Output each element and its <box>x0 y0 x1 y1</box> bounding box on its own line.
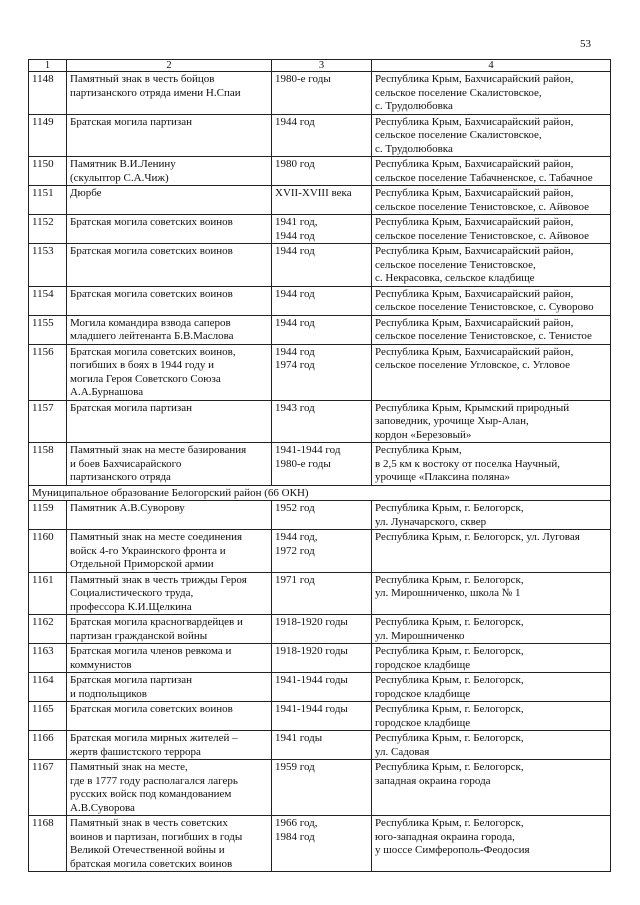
table-row <box>29 644 611 673</box>
row-number: 1161 <box>29 572 67 615</box>
table-body-belogorsk <box>29 501 611 872</box>
row-number: 1158 <box>29 443 67 486</box>
row-number: 1154 <box>29 286 67 315</box>
row-number: 1167 <box>29 760 67 816</box>
column-header: 2 <box>67 60 272 72</box>
monument-date: 1941-1944 годы <box>272 673 372 702</box>
table-row <box>29 816 611 872</box>
column-header: 1 <box>29 60 67 72</box>
monument-location: Республика Крым, г. Белогорск, городское кладбище <box>372 644 611 673</box>
monument-location: Республика Крым, г. Белогорск, западная окраина города <box>372 760 611 816</box>
monument-name: Памятный знак на месте базирования и боев Бахчисарайского партизанского отряда <box>67 443 272 486</box>
monument-location: Республика Крым, г. Белогорск, юго-западная окраина города, у шоссе Симферополь-Феодосия <box>372 816 611 872</box>
monument-name: Памятный знак на месте соединения войск 4-го Украинского фронта и Отдельной Приморской армии <box>67 530 272 573</box>
table-row <box>29 315 611 344</box>
row-number: 1156 <box>29 344 67 400</box>
page-number: 53 <box>580 38 591 50</box>
monument-date: 1944 год <box>272 286 372 315</box>
monument-name: Братская могила членов ревкома и коммунистов <box>67 644 272 673</box>
section-row <box>29 485 611 501</box>
monument-name: Памятный знак в честь трижды Героя Социалистического труда, профессора К.И.Щелкина <box>67 572 272 615</box>
monument-date: 1918-1920 годы <box>272 644 372 673</box>
monument-name: Братская могила советских воинов <box>67 244 272 287</box>
monument-date: 1944 год <box>272 244 372 287</box>
section-title: Муниципальное образование Белогорский район (66 ОКН) <box>29 485 611 501</box>
monument-location: Республика Крым, г. Белогорск, ул. Мирошниченко <box>372 615 611 644</box>
monument-location: Республика Крым, г. Белогорск, городское кладбище <box>372 702 611 731</box>
table-row <box>29 443 611 486</box>
table-body-bakhchisaray <box>29 72 611 486</box>
monument-date: 1941 годы <box>272 731 372 760</box>
monument-name: Братская могила советских воинов <box>67 702 272 731</box>
table-row <box>29 186 611 215</box>
monument-date: 1941 год, 1944 год <box>272 215 372 244</box>
monument-name: Памятник А.В.Суворову <box>67 501 272 530</box>
monument-location: Республика Крым, Бахчисарайский район, сельское поселение Тенистовское, с. Айвовое <box>372 215 611 244</box>
monument-name: Братская могила красногвардейцев и партизан гражданской войны <box>67 615 272 644</box>
monument-name: Памятный знак в честь советских воинов и партизан, погибших в годы Великой Отечественной войны и братская могила советских воинов <box>67 816 272 872</box>
row-number: 1160 <box>29 530 67 573</box>
row-number: 1166 <box>29 731 67 760</box>
monument-date: 1944 год 1974 год <box>272 344 372 400</box>
column-header: 3 <box>272 60 372 72</box>
monument-date: 1980 год <box>272 157 372 186</box>
monument-location: Республика Крым, Бахчисарайский район, сельское поселение Угловское, с. Угловое <box>372 344 611 400</box>
row-number: 1164 <box>29 673 67 702</box>
monument-location: Республика Крым, г. Белогорск, ул. Луговая <box>372 530 611 573</box>
monument-name: Братская могила советских воинов <box>67 286 272 315</box>
table-row <box>29 731 611 760</box>
monument-name: Могила командира взвода саперов младшего лейтенанта Б.В.Маслова <box>67 315 272 344</box>
monument-name: Братская могила мирных жителей – жертв фашистского террора <box>67 731 272 760</box>
row-number: 1157 <box>29 400 67 443</box>
monument-date: 1959 год <box>272 760 372 816</box>
row-number: 1165 <box>29 702 67 731</box>
table-row <box>29 344 611 400</box>
row-number: 1149 <box>29 114 67 157</box>
table-row <box>29 215 611 244</box>
monument-date: 1980-е годы <box>272 72 372 115</box>
monument-location: Республика Крым, в 2,5 км к востоку от поселка Научный, урочище «Плаксина поляна» <box>372 443 611 486</box>
row-number: 1148 <box>29 72 67 115</box>
monument-location: Республика Крым, Крымский природный заповедник, урочище Хыр-Алан, кордон «Березовый» <box>372 400 611 443</box>
monument-name: Памятный знак в честь бойцов партизанского отряда имени Н.Спаи <box>67 72 272 115</box>
monument-date: 1943 год <box>272 400 372 443</box>
table-row <box>29 673 611 702</box>
monument-name: Братская могила советских воинов <box>67 215 272 244</box>
table-row <box>29 157 611 186</box>
monument-location: Республика Крым, г. Белогорск, ул. Луначарского, сквер <box>372 501 611 530</box>
monument-name: Памятник В.И.Ленину (скульптор С.А.Чиж) <box>67 157 272 186</box>
monument-name: Братская могила советских воинов, погибших в боях в 1944 году и могила Героя Советского Союза А.А.Бурнашова <box>67 344 272 400</box>
table-row <box>29 114 611 157</box>
table-row <box>29 286 611 315</box>
monument-location: Республика Крым, Бахчисарайский район, сельское поселение Тенистовское, с. Суворово <box>372 286 611 315</box>
row-number: 1162 <box>29 615 67 644</box>
row-number: 1152 <box>29 215 67 244</box>
monument-date: 1971 год <box>272 572 372 615</box>
monument-location: Республика Крым, Бахчисарайский район, сельское поселение Тенистовское, с. Айвовое <box>372 186 611 215</box>
table-row <box>29 244 611 287</box>
row-number: 1163 <box>29 644 67 673</box>
row-number: 1159 <box>29 501 67 530</box>
table-row <box>29 501 611 530</box>
monument-location: Республика Крым, Бахчисарайский район, сельское поселение Тенистовское, с. Тенистое <box>372 315 611 344</box>
monument-date: 1941-1944 год 1980-е годы <box>272 443 372 486</box>
monument-name: Памятный знак на месте, где в 1777 году располагался лагерь русских войск под командованием А.В.Суворова <box>67 760 272 816</box>
monument-name: Братская могила партизан и подпольщиков <box>67 673 272 702</box>
monument-date: 1918-1920 годы <box>272 615 372 644</box>
monuments-table <box>28 59 611 872</box>
table-row <box>29 400 611 443</box>
row-number: 1153 <box>29 244 67 287</box>
table-row <box>29 615 611 644</box>
monument-name: Братская могила партизан <box>67 114 272 157</box>
monument-name: Дюрбе <box>67 186 272 215</box>
table-row <box>29 702 611 731</box>
monument-date: 1944 год <box>272 315 372 344</box>
monument-location: Республика Крым, Бахчисарайский район, сельское поселение Табачненское, с. Табачное <box>372 157 611 186</box>
monument-name: Братская могила партизан <box>67 400 272 443</box>
row-number: 1168 <box>29 816 67 872</box>
row-number: 1155 <box>29 315 67 344</box>
column-header: 4 <box>372 60 611 72</box>
monument-location: Республика Крым, Бахчисарайский район, сельское поселение Скалистовское, с. Трудолюбовка <box>372 72 611 115</box>
monument-date: XVII-XVIII века <box>272 186 372 215</box>
row-number: 1150 <box>29 157 67 186</box>
table-row <box>29 572 611 615</box>
table-row <box>29 72 611 115</box>
row-number: 1151 <box>29 186 67 215</box>
monument-location: Республика Крым, г. Белогорск, ул. Садовая <box>372 731 611 760</box>
monument-location: Республика Крым, г. Белогорск, городское кладбище <box>372 673 611 702</box>
monument-location: Республика Крым, г. Белогорск, ул. Мирошниченко, школа № 1 <box>372 572 611 615</box>
header-row <box>29 60 611 72</box>
monument-date: 1944 год, 1972 год <box>272 530 372 573</box>
monument-date: 1966 год, 1984 год <box>272 816 372 872</box>
table-row <box>29 530 611 573</box>
monument-location: Республика Крым, Бахчисарайский район, сельское поселение Скалистовское, с. Трудолюбовка <box>372 114 611 157</box>
monument-date: 1941-1944 годы <box>272 702 372 731</box>
monument-date: 1944 год <box>272 114 372 157</box>
monument-date: 1952 год <box>272 501 372 530</box>
table-row <box>29 760 611 816</box>
monument-location: Республика Крым, Бахчисарайский район, сельское поселение Тенистовское, с. Некрасовка, сельское кладбище <box>372 244 611 287</box>
